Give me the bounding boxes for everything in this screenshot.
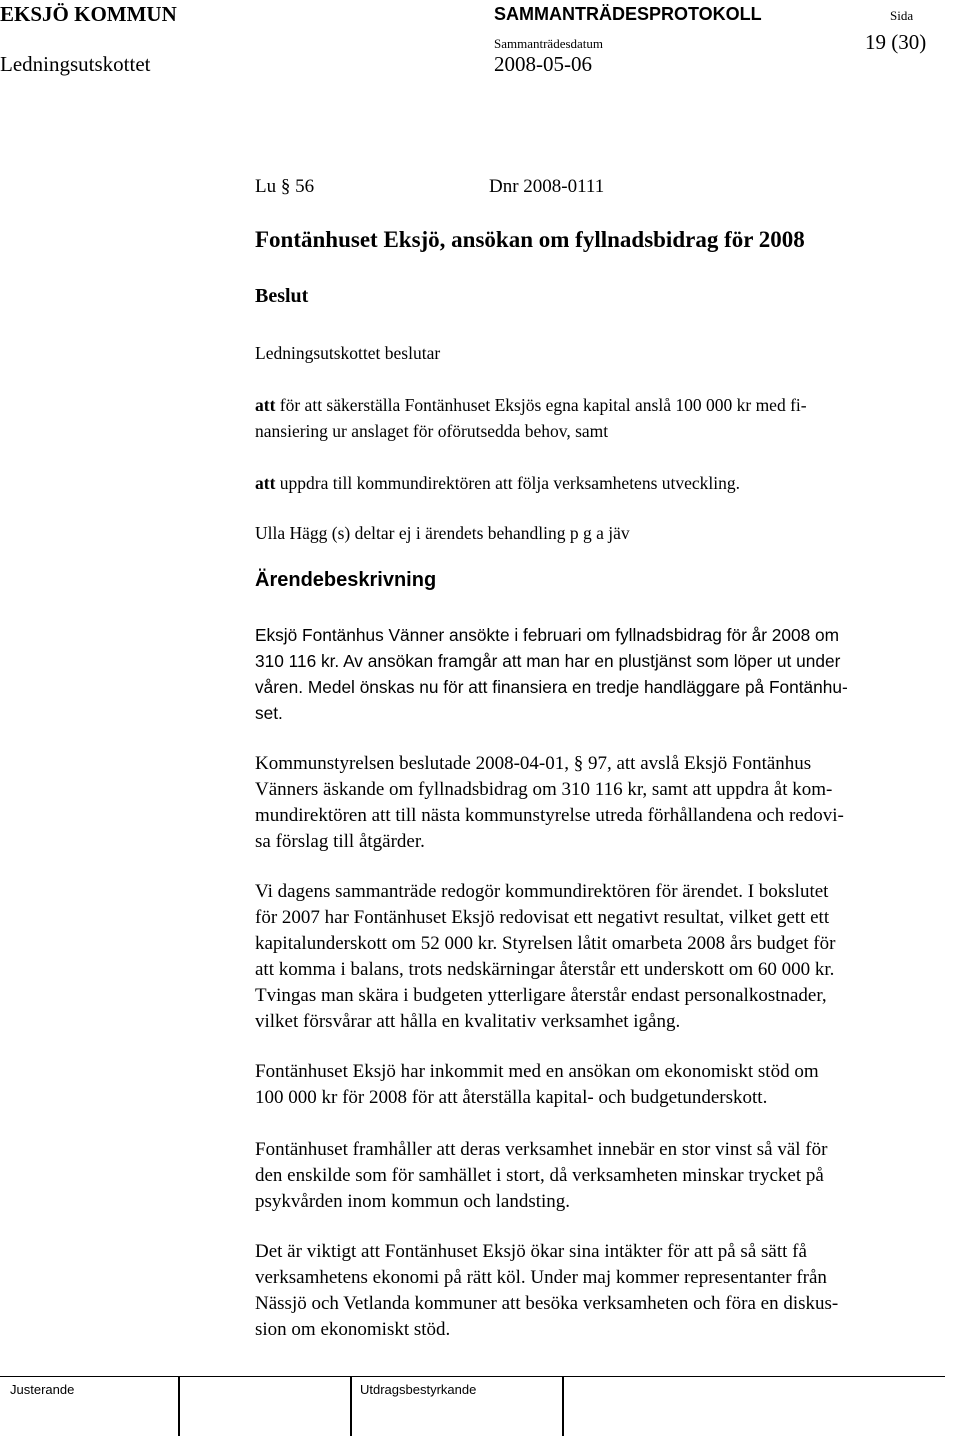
organization-name: EKSJÖ KOMMUN: [0, 2, 177, 26]
text-line: för 2007 har Fontänhuset Eksjö redovisat ett negativt resultat, vilket gett ett: [255, 907, 830, 928]
text-line: att komma i balans, trots nedskärningar återstår ett underskott om 60 000 kr.: [255, 959, 835, 980]
footer-divider: [0, 1376, 945, 1377]
text-line: den enskilde som för samhället i stort, då verksamheten minskar trycket på: [255, 1165, 824, 1186]
text-line: sa förslag till åtgärder.: [255, 831, 425, 852]
recusal-note: Ulla Hägg (s) deltar ej i ärendets behandling p g a jäv: [255, 523, 630, 543]
text-line: Eksjö Fontänhus Vänner ansökte i februari om fyllnadsbidrag för år 2008 om: [255, 625, 840, 645]
justerande-label: Justerande: [10, 1382, 75, 1397]
page-number: 19 (30): [865, 30, 927, 54]
meeting-date-label: Sammanträdesdatum: [494, 36, 604, 51]
att-keyword: att: [255, 473, 276, 493]
text-line: Tvingas man skära i budgeten ytterligare återstår endast personalkostnader,: [255, 985, 827, 1006]
text-line: Det är viktigt att Fontänhuset Eksjö ökar sina intäkter för att på så sätt få: [255, 1241, 807, 1262]
description-paragraph-5: [255, 1137, 960, 1215]
clause-text: uppdra till kommundirektören att följa verksamhetens utveckling.: [275, 473, 741, 493]
text-line: 100 000 kr för 2008 för att återställa kapital- och budgetunderskott.: [255, 1087, 768, 1108]
clause-text: för att säkerställa Fontänhuset Eksjös egna kapital anslå 100 000 kr med fi-: [275, 395, 807, 415]
committee-name: Ledningsutskottet: [0, 52, 151, 76]
page-label: Sida: [890, 8, 914, 23]
text-line: mundirektören att till nästa kommunstyrelse utreda förhållandena och redovi-: [255, 805, 844, 826]
description-paragraph-6: [255, 1239, 960, 1343]
att-keyword: att: [255, 395, 276, 415]
text-line: Vänners äskande om fyllnadsbidrag om 310 116 kr, samt att uppdra åt kom-: [255, 779, 833, 800]
description-paragraph-2: [255, 751, 960, 855]
description-paragraph-1: [255, 622, 960, 726]
utdragsbestyrkande-label: Utdragsbestyrkande: [360, 1382, 477, 1397]
text-line: våren. Medel önskas nu för att finansiera en tredje handläggare på Fontänhu-: [255, 677, 848, 697]
text-line: vilket försvårar att hålla en kvalitativ verksamhet igång.: [255, 1011, 681, 1032]
signature-box-divider: [562, 1376, 564, 1436]
text-line: Nässjö och Vetlanda kommuner att besöka verksamheten och föra en diskus-: [255, 1293, 839, 1314]
text-line: kapitalunderskott om 52 000 kr. Styrelsen låtit omarbeta 2008 års budget för: [255, 933, 836, 954]
description-paragraph-3: [255, 879, 960, 1035]
text-line: set.: [255, 703, 283, 723]
description-heading: Ärendebeskrivning: [255, 569, 437, 591]
paragraph-reference: Lu § 56: [255, 176, 315, 197]
signature-box-divider: [178, 1376, 180, 1436]
text-line: Vi dagens sammanträde redogör kommundirektören för ärendet. I bokslutet: [255, 881, 829, 902]
document-type: SAMMANTRÄDESPROTOKOLL: [494, 4, 762, 24]
description-paragraph-4: [255, 1059, 960, 1111]
text-line: psykvården inom kommun och landsting.: [255, 1191, 571, 1212]
clause-text: nansiering ur anslaget för oförutsedda behov, samt: [255, 421, 609, 441]
case-title: Fontänhuset Eksjö, ansökan om fyllnadsbidrag för 2008: [255, 227, 805, 252]
text-line: verksamhetens ekonomi på rätt köl. Under maj kommer representanter från: [255, 1267, 827, 1288]
decision-clause-1: [255, 392, 807, 444]
meeting-date: 2008-05-06: [494, 52, 592, 76]
decision-intro: Ledningsutskottet beslutar: [255, 343, 441, 363]
text-line: sion om ekonomiskt stöd.: [255, 1319, 451, 1340]
diary-number: Dnr 2008-0111: [489, 176, 605, 197]
text-line: Fontänhuset Eksjö har inkommit med en ansökan om ekonomiskt stöd om: [255, 1061, 819, 1082]
text-line: 310 116 kr. Av ansökan framgår att man har en plustjänst som löper ut under: [255, 651, 841, 671]
signature-box-divider: [350, 1376, 352, 1436]
decision-clause-2: [255, 470, 740, 496]
decision-heading: Beslut: [255, 285, 309, 307]
text-line: Fontänhuset framhåller att deras verksamhet innebär en stor vinst så väl för: [255, 1139, 828, 1160]
text-line: Kommunstyrelsen beslutade 2008-04-01, § 97, att avslå Eksjö Fontänhus: [255, 753, 812, 774]
